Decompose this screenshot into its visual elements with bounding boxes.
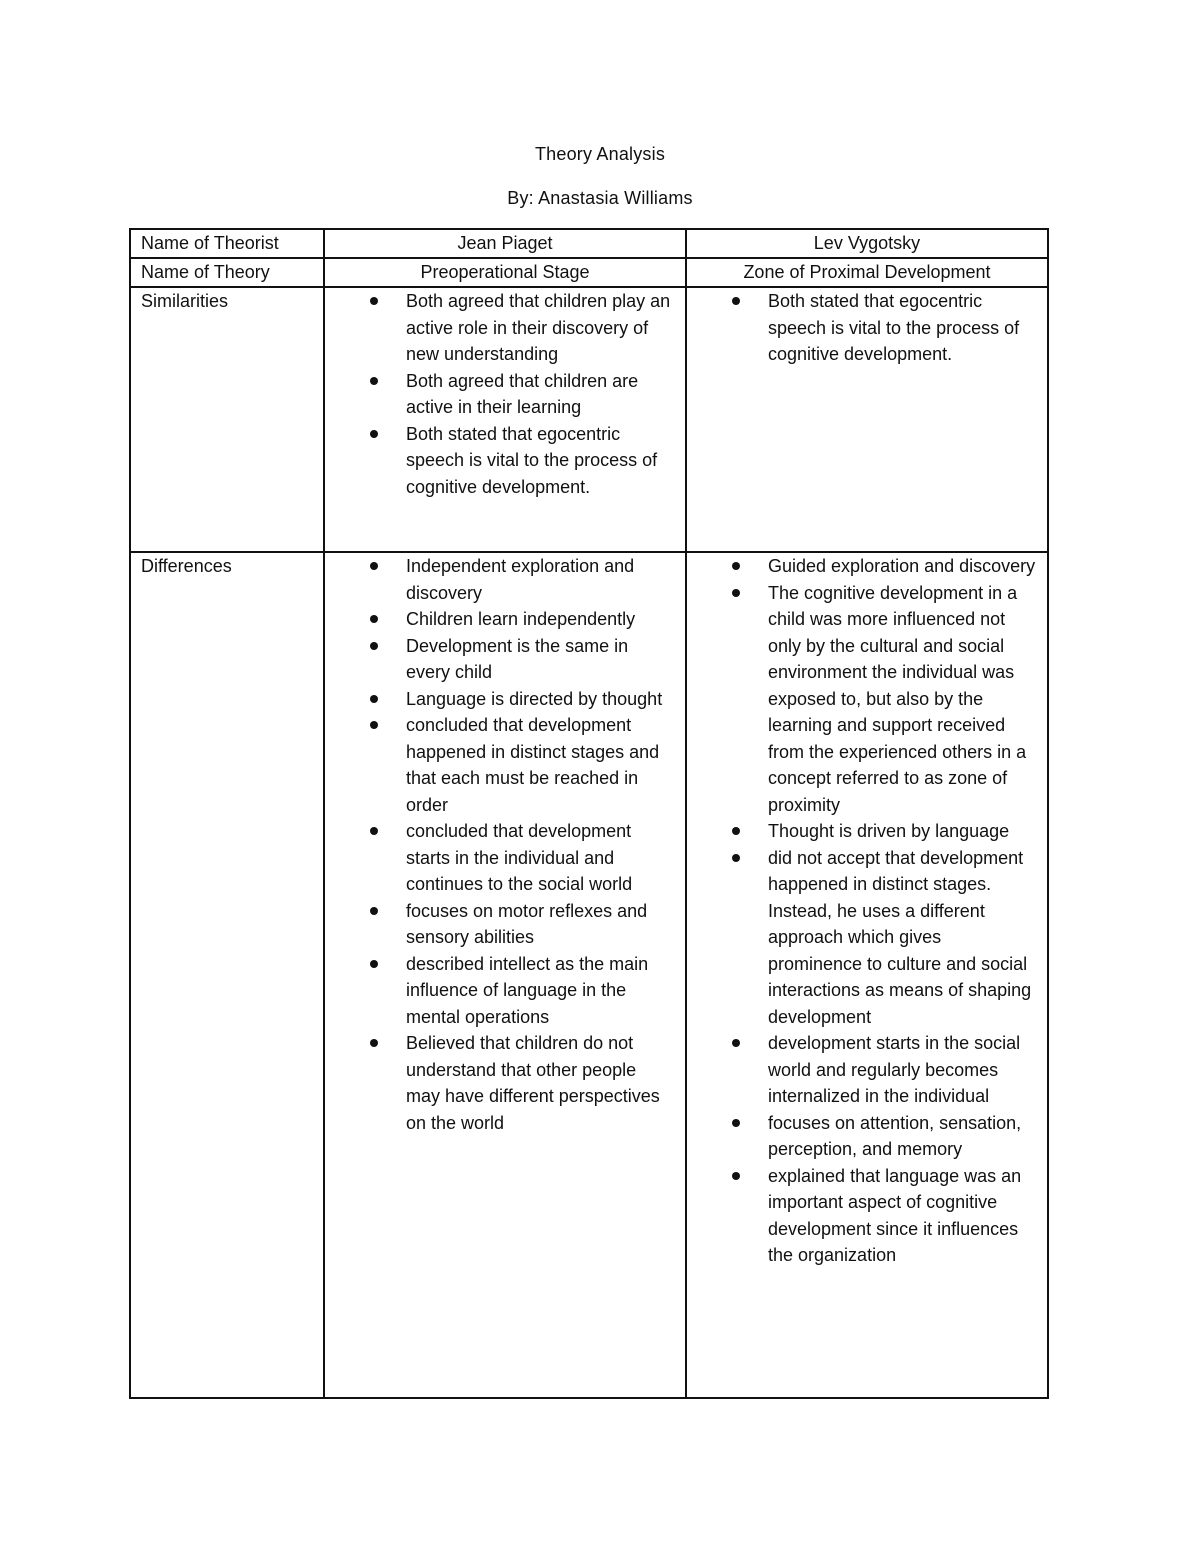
row-label-theorist: Name of Theorist [130,229,324,258]
list-item: Both stated that egocentric speech is vital to the process of cognitive development. [406,421,675,501]
list-item: concluded that development starts in the individual and continues to the social world [406,818,675,898]
bullet-list [335,288,675,500]
bullet-list [697,288,1037,368]
cell-theory-piaget: Preoperational Stage [324,258,686,287]
list-item: Believed that children do not understand that other people may have different perspectives on the world [406,1030,675,1136]
list-item: Thought is driven by language [768,818,1037,845]
list-item: The cognitive development in a child was more influenced not only by the cultural and social environment the individual was exposed to, but also by the learning and support received from the experienced others in a concept referred to as zone of proximity [768,580,1037,819]
list-item: Development is the same in every child [406,633,675,686]
list-item: Guided exploration and discovery [768,553,1037,580]
cell-differences-vygotsky [686,552,1048,1398]
list-item: Language is directed by thought [406,686,675,713]
list-item: focuses on motor reflexes and sensory abilities [406,898,675,951]
cell-differences-piaget [324,552,686,1398]
cell-theorist-piaget: Jean Piaget [324,229,686,258]
theory-comparison-table [129,228,1049,1399]
cell-theorist-vygotsky: Lev Vygotsky [686,229,1048,258]
table-row-differences [130,552,1048,1398]
table-row-theorist [130,229,1048,258]
list-item: Independent exploration and discovery [406,553,675,606]
list-item: development starts in the social world and regularly becomes internalized in the individual [768,1030,1037,1110]
bullet-list [335,553,675,1136]
row-label-differences: Differences [130,552,324,1398]
list-item: explained that language was an important aspect of cognitive development since it influences the organization [768,1163,1037,1269]
bullet-list [697,553,1037,1269]
list-item: Both stated that egocentric speech is vital to the process of cognitive development. [768,288,1037,368]
list-item: concluded that development happened in distinct stages and that each must be reached in order [406,712,675,818]
document-title: Theory Analysis [534,144,666,164]
row-label-similarities: Similarities [130,287,324,552]
cell-similarities-piaget [324,287,686,552]
list-item: Children learn independently [406,606,675,633]
cell-similarities-vygotsky [686,287,1048,552]
document-author: By: Anastasia Williams [507,188,693,208]
list-item: Both agreed that children are active in their learning [406,368,675,421]
list-item: Both agreed that children play an active role in their discovery of new understanding [406,288,675,368]
cell-theory-vygotsky: Zone of Proximal Development [686,258,1048,287]
table-row-similarities [130,287,1048,552]
list-item: described intellect as the main influence of language in the mental operations [406,951,675,1031]
row-label-theory: Name of Theory [130,258,324,287]
table-row-theory [130,258,1048,287]
list-item: focuses on attention, sensation, perception, and memory [768,1110,1037,1163]
list-item: did not accept that development happened in distinct stages. Instead, he uses a different approach which gives prominence to culture and social interactions as means of shaping development [768,845,1037,1031]
